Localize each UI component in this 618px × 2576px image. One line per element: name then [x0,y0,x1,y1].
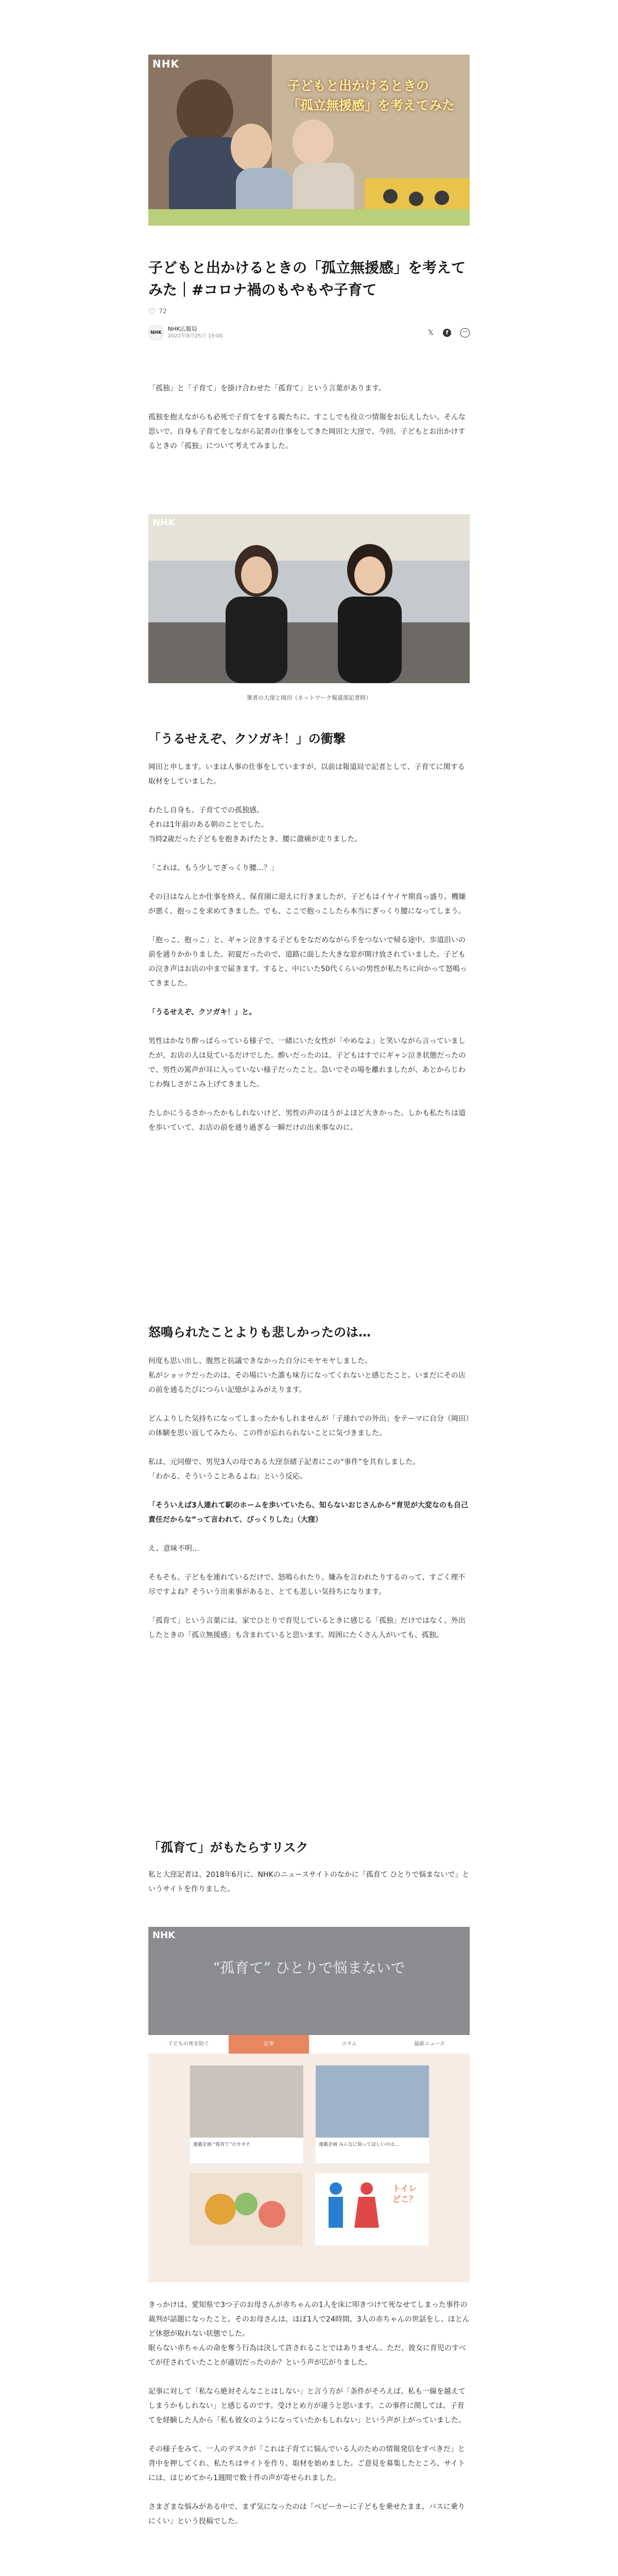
paragraph: 何度も思い出し、腹然と抗議できなかった自分にモヤモヤしました。 私がショックだったのは、その場にいた誰も味方になってくれないと感じたこと。いまだにその店の前を通るたびにつらい記憶がよみがえります。 [148,1357,466,1394]
hero-caption: 子どもと出かけるときの 「孤立無援感」を考えてみた [287,78,455,113]
article-title: 子どもと出かけるときの「孤立無援感」を考えてみた｜#コロナ禍のもやもや子育て [148,259,466,299]
x-share-icon[interactable]: 𝕏 [427,328,434,337]
paragraph: 「抱っこ、抱っこ」と、ギャン泣きする子どもをなだめながら手をつないで帰る途中、歩道沿いの前を通りかかりました。初夏だったので、道路に面した大きな窓が開け放されていました。子どもの泣き声はお店の中まで届きます。すると、中にいた50代くらいの男性が私たちに向かって怒鳴ってきました。 [148,936,467,988]
paragraph: たしかにうるさかったかもしれないけど、男性の声のほうがよほど大きかった。しかも私たちは道を歩いていて、お店の前を通り過ぎる一瞬だけの出来事なのに。 [148,1109,466,1132]
site-card-title: トイレどこ？ [392,2183,418,2204]
site-tabs [148,2035,470,2054]
author-avatar[interactable]: NHK [148,325,164,341]
paragraph: 「うるせえぞ、クソガキ！」と。 [148,1008,256,1016]
paragraph: え、意味不明… [148,1545,199,1553]
hero-image [148,55,470,226]
paragraph: そもそも、子どもを連れているだけで、怒鳴られたり、嫌みを言われたりするのって、すごく理不尽ですよね？そういう出来事があると、とても悲しい気持ちになります。 [148,1573,466,1596]
nhk-watermark: NHK [152,1930,176,1941]
section-1-body [148,760,470,1135]
site-tab[interactable]: コラム [341,2041,357,2047]
intro-paragraph: 孤独を抱えながらも必死で子育てをする親たちに、すこしでも役立つ情報をお伝えしたい。そんな思いで、自身も子育てをしながら記者の仕事をしてきた岡田と大窪で、今回、子どもとお出かけするときの「孤独」について考えてみました。 [148,413,466,450]
intro-section [148,381,470,453]
site-tab[interactable]: 子どもの死を防ぐ [168,2041,209,2047]
like-count: 72 [159,308,167,315]
site-tab[interactable]: 最新ニュース [414,2041,445,2047]
like-row [148,307,470,316]
site-card[interactable] [315,2173,428,2245]
site-card-title: 連載企画 “孤育て”のカタチ [193,2142,251,2147]
intro-paragraph: 「孤独」と「子育て」を掛け合わせた「孤育て」という言葉があります。 [148,384,386,393]
paragraph: 岡田と申します。いまは人事の仕事をしていますが、以前は報道局で記者として、子育てに関する取材をしていました。 [148,763,465,786]
site-card[interactable] [190,2065,304,2164]
paragraph: 記事に対して「私なら絶対そんなことはしない」と言う方が「条件がそろえば、私も一線を越えてしまうかもしれない」と感じるのです。受けとめ方が違うと思います。この事件に関しては、子育てを経験した人から「私も彼女のようになっていたかもしれない」という声が上がっていました。 [148,2387,466,2425]
more-options-icon[interactable]: ··· [460,328,470,337]
section-3 [148,1839,470,1857]
paragraph: 「そういえば3人連れて駅のホームを歩いていたら、知らないおじさんから“育児が大変なのも自己責任だからな”って言われて、びっくりした」（大窪） [148,1501,468,1524]
paragraph: どんよりした気持ちになってしまったかもしれませんが「子連れでの外出」をテーマに自分（岡田）の体験を思い返してみたら、この件が忘れられないことに気づきました。 [148,1415,469,1437]
author-name[interactable]: NHK広報局 [168,326,197,333]
section-heading: 怒鳴られたことよりも悲しかったのは… [148,1325,371,1340]
site-banner [148,1927,470,2035]
section-heading: 「うるせえぞ、クソガキ！」の衝撃 [148,732,346,746]
article-header [148,257,470,341]
paragraph: 「孤育て」という言葉には、家でひとりで育児しているときに感じる「孤独」だけではなく、外出したときの「孤立無援感」も含まれていると思います。周囲にたくさん人がいても、孤独。 [148,1617,466,1639]
photo-caption: 筆者の大窪と岡田（ネットワーク報道部記者時） [247,694,371,701]
site-screenshot [148,1927,470,2282]
paragraph: さまざまな悩みがある中で、まず気になったのは「ベビーカーに子どもを乗せたまま、バスに乗りにくい」という投稿でした。 [148,2503,465,2526]
section-3-body [148,2298,470,2529]
paragraph: その日はなんとか仕事を終え、保育園に迎えに行きましたが、子どもはイヤイヤ期真っ盛り。機嫌が悪く、抱っこを求めてきました。でも、ここで抱っこしたら本当にぎっくり腰になってしまう。 [148,893,466,916]
section-2-body [148,1354,470,1642]
site-card[interactable] [190,2173,303,2245]
heart-icon[interactable]: ♡ [148,306,156,316]
publish-date: 2022年8月25日 19:00 [168,333,223,340]
nhk-logo: NHK [152,58,179,70]
share-buttons [428,328,470,337]
paragraph: 「これは、もう少しでぎっくり腰…？」 [148,864,278,872]
author-row [148,325,470,341]
section-heading: 「孤育て」がもたらすリスク [148,1840,308,1855]
section-1 [148,731,470,748]
paragraph: わたし自身も、子育てでの孤独感。 それは1年前のある朝のことでした。 当時2歳だった子どもを抱きあげたとき、腰に激痛が走りました。 [148,806,362,843]
nhk-watermark: NHK [152,517,176,528]
section-2 [148,1324,470,1342]
paragraph: きっかけは、愛知県で3つ子のお母さんが赤ちゃんの1人を床に叩きつけて死なせてしまった事件の裁判が話題になったこと。そのお母さんは、ほぼ1人で24時間、3人の赤ちゃんの世話をし、ほとんど休憩が取れない状態でした。 眠らない赤ちゃんの命を奪う行為は決して許されることではありません。ただ、彼女に育児のすべてが任されていたことが適切だったのか？という声が広がりました。 [148,2301,470,2367]
facebook-share-icon[interactable]: f [443,329,451,337]
section-3-intro [148,1868,470,1896]
site-title: “孤育て” ひとりで悩まないで [213,1959,405,1976]
paragraph: その様子をみて、一人のデスクが「これは子育てに悩んでいる人のための情報発信をすべきだ」と背中を押してくれ、私たちはサイトを作り、取材を始めました。ご意見を募集したところ、サイトには、はじめてから1週間で数十件の声が寄せられました。 [148,2445,465,2482]
paragraph: 男性はかなり酔っぱらっている様子で、一緒にいた女性が「やめなよ」と笑いながら言っていましたが、お店の人は見ているだけでした。酔いだったのは、子どもはすでにギャン泣き状態だったので、男性の罵声が耳に入っていない様子だったこと。急いでその場を離れましたが、あとからじわじわ悔しさがこみ上げてきました。 [148,1037,466,1089]
site-card[interactable] [315,2065,430,2164]
paragraph: 私と大窪記者は、2018年6月に、NHKのニュースサイトのなかに「孤育て ひとりで悩まないで」というサイトを作りました。 [148,1871,470,1893]
site-tab-active[interactable]: 記事 [229,2035,309,2054]
authors-photo [148,514,470,683]
site-card-title: 連載企画 みんなに知ってほしいのは… [319,2142,399,2147]
paragraph: 私は、元同僚で、男児3人の母である大窪奈緒子記者にこの“事件”を共有しました。 「わかる、そういうことあるよね」という反応。 [148,1458,420,1481]
